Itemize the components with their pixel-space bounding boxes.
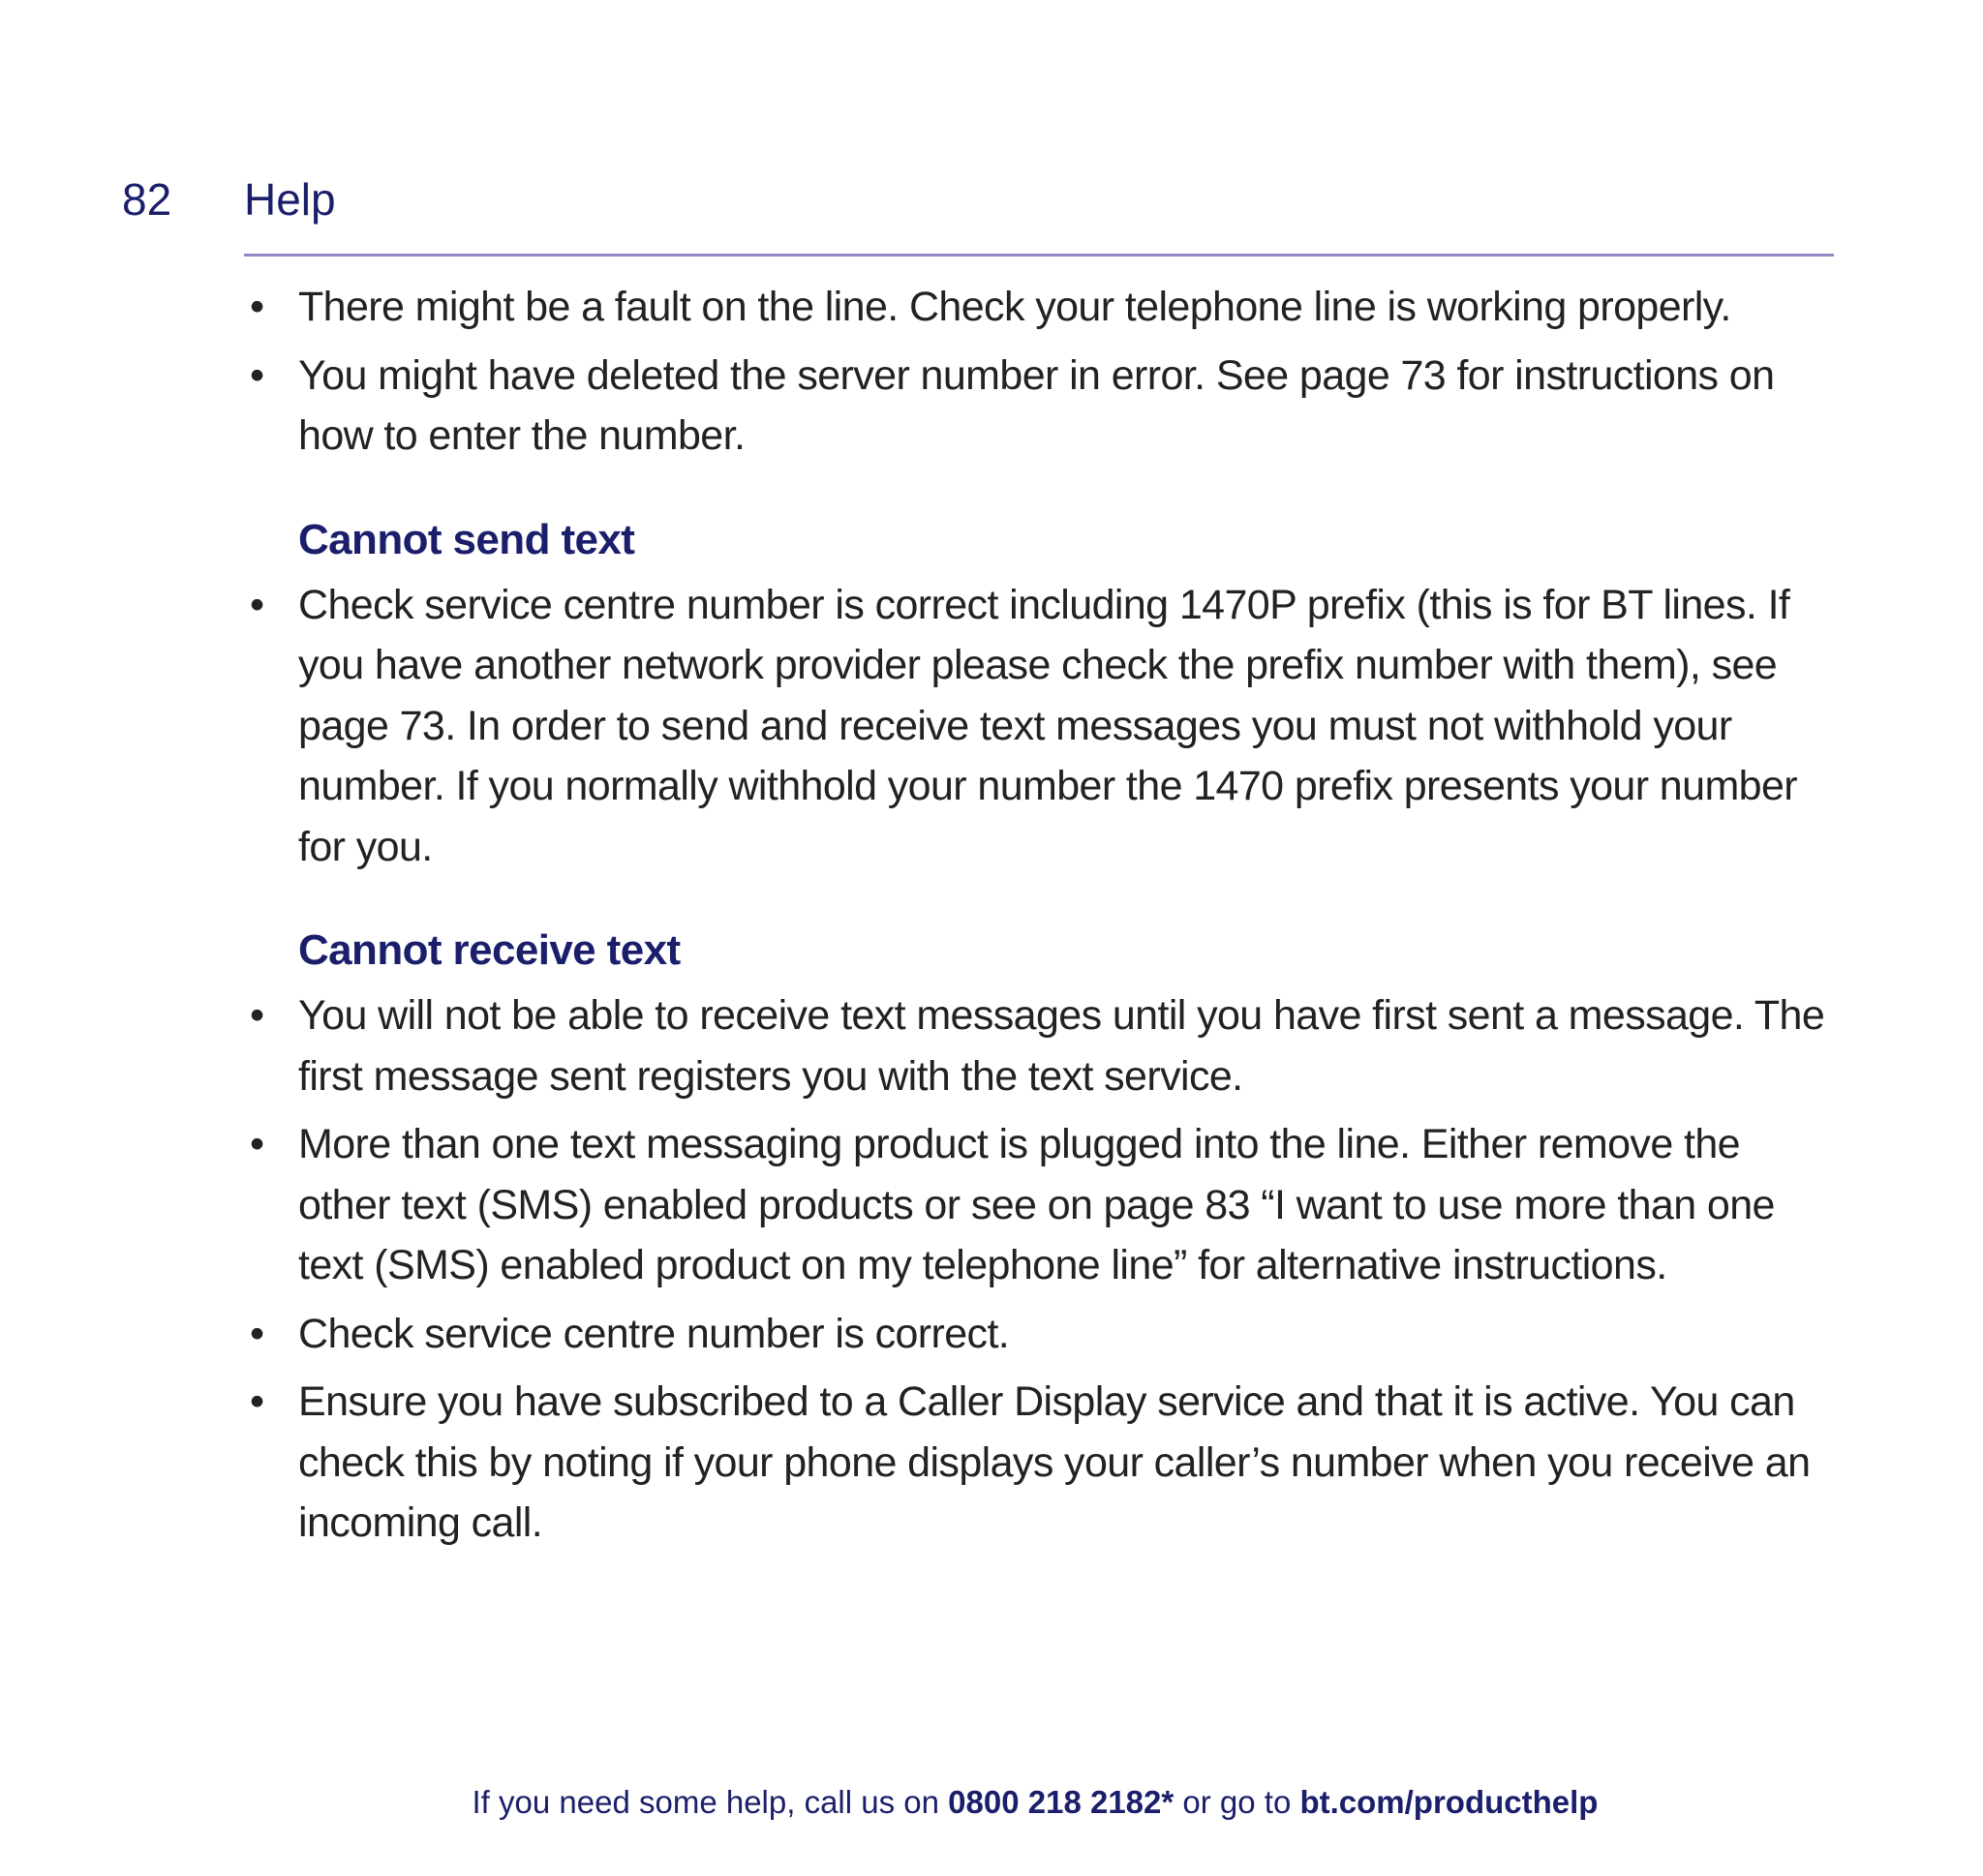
cannot-send-heading: Cannot send text: [298, 515, 635, 563]
footer-help-line: [0, 1781, 1983, 1824]
bullet-icon: •: [250, 351, 264, 399]
section-title: Help: [244, 174, 336, 225]
bullet-text: Check service centre number is correct including 1470P prefix (this is for BT lines. If you have another network provider please check the prefix number with them), see page 73. In order to send and receive text messages you must not withhold your number. If you normally withhold your number the 1470 prefix presents your number for you.: [298, 581, 1798, 870]
list-item: [244, 1372, 1842, 1554]
bullet-text: You will not be able to receive text messages until you have first sent a message. The first message sent registers you with the text service.: [298, 992, 1825, 1100]
footer-help-link[interactable]: bt.com/producthelp: [1299, 1784, 1599, 1820]
cannot-receive-list: [244, 985, 1842, 1554]
cannot-send-list: [244, 575, 1842, 878]
footer-prefix: If you need some help, call us on: [472, 1784, 949, 1820]
list-item: [244, 575, 1842, 878]
bullet-text: You might have deleted the server number in error. See page 73 for instructions on how to enter the number.: [298, 351, 1775, 459]
list-item: [244, 346, 1842, 467]
list-item: [244, 1114, 1842, 1296]
bullet-text: There might be a fault on the line. Check your telephone line is working properly.: [298, 284, 1731, 330]
page-content: [244, 277, 1842, 1561]
footer-phone-number[interactable]: 0800 218 2182*: [948, 1784, 1175, 1820]
list-item: [244, 277, 1842, 338]
header-rule: [244, 254, 1834, 257]
list-item: [244, 985, 1842, 1106]
bullet-text: Check service centre number is correct.: [298, 1310, 1010, 1357]
list-item: [244, 1304, 1842, 1365]
footer-middle: or go to: [1174, 1784, 1300, 1820]
bullet-icon: •: [250, 1310, 264, 1357]
bullet-text: More than one text messaging product is plugged into the line. Either remove the other text (SMS) enabled products or see on page 83 “I want to use more than one text (SMS) enabled product on my telephone line” for alternative instructions.: [298, 1121, 1775, 1288]
cannot-receive-heading: Cannot receive text: [298, 926, 681, 974]
page-number: 82: [122, 174, 172, 225]
bullet-icon: •: [250, 284, 264, 330]
bullet-icon: •: [250, 992, 264, 1039]
bullet-text: Ensure you have subscribed to a Caller Display service and that it is active. You can check this by noting if your phone displays your caller’s number when you receive an incoming call.: [298, 1378, 1811, 1546]
top-bullet-list: [244, 277, 1842, 467]
bullet-icon: •: [250, 1378, 264, 1425]
bullet-icon: •: [250, 581, 264, 628]
bullet-icon: •: [250, 1121, 264, 1167]
